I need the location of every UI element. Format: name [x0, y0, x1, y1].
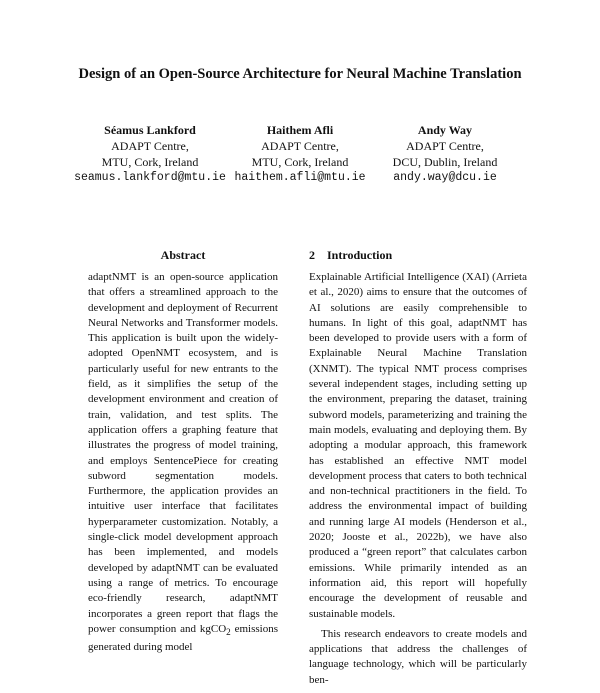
introduction-body [309, 270, 527, 693]
intro-paragraph-1: Explainable Artificial Intelligence (XAI) (Arrieta et al., 2020) aims to ensure that the outcomes of AI solutions are easily comprehensible to humans. In light of this goal, adaptNMT has been developed to provide users with a form of Explainable Neural Machine Translation (XNMT). The typical NMT process comprises several independent stages, including setting up the environment, preparing the dataset, training subword models, parameterizing and training the main models, evaluating and deploying them. By adopting a modular approach, this framework has established an effective NMT model development process that caters to both technical and non-technical practitioners in the field. To address the environmental impact of building and running large AI models (Henderson et al., 2020; Jooste et al., 2022b), we have also produced a “green report” that calculates carbon emissions. While primarily intended as an information aid, this report will hopefully encourage the development of reusable and sustainable models. [309, 271, 527, 620]
author-location: MTU, Cork, Ireland [101, 155, 199, 169]
author-affiliation: ADAPT Centre, [261, 139, 339, 153]
abstract-main-text: adaptNMT is an open-source application that offers a streamlined approach to the development and deployment of Recurrent Neural Networks and Transformer models. This application is built upon the widely-adopted OpenNMT ecosystem, and is particularly useful for new entrants to the field, as it simplifies the setup of the development environment and creation of train, validation, and test splits. The application offers a graphing feature that illustrates the progress of model training, and employs SentencePiece for creating subword segmentation models. Furthermore, the application provides an intuitive user interface that facilitates hyperparameter customization. Notably, a single-click model development approach has been implemented, and models developed by adaptNMT can be evaluated using a range of metrics. To encourage eco-friendly research, adaptNMT incorporates a green report that flags the power consumption and kgCO [88, 271, 278, 635]
abstract-text [88, 270, 278, 656]
author-email: seamus.lankford@mtu.ie [74, 171, 226, 184]
author-affiliation: ADAPT Centre, [111, 139, 189, 153]
section-title: Introduction [327, 248, 393, 262]
author-email: haithem.afli@mtu.ie [234, 171, 366, 184]
author-name: Haithem Afli [266, 123, 334, 137]
author-location: MTU, Cork, Ireland [251, 155, 349, 169]
author-email: andy.way@dcu.ie [393, 171, 497, 184]
author-location: DCU, Dublin, Ireland [392, 155, 498, 169]
intro-paragraph-2: This research endeavors to create models and applications that address the challenges of language technology, which will be particularly ben- [309, 627, 527, 686]
abstract-end-text: emissions generated during model [88, 622, 278, 654]
author-block [355, 122, 535, 186]
author-name: Séamus Lankford [104, 123, 196, 137]
section-number: 2 [309, 248, 315, 262]
section-heading [309, 248, 392, 263]
abstract-heading: Abstract [160, 248, 206, 262]
author-affiliation: ADAPT Centre, [406, 139, 484, 153]
abstract-body [88, 270, 278, 656]
co2-subscript: 2 [226, 627, 231, 638]
paper-title: Design of an Open-Source Architecture for Neural Machine Translation [78, 66, 522, 82]
author-name: Andy Way [417, 123, 473, 137]
